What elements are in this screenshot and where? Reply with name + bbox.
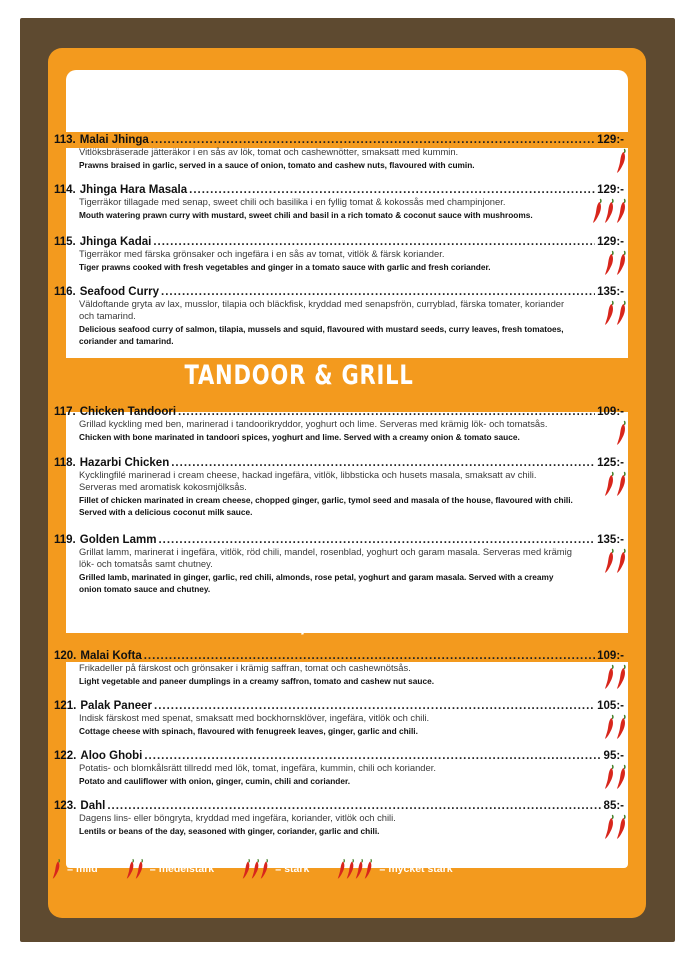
legend-item xyxy=(242,858,309,880)
menu-item-number: 118. xyxy=(54,457,76,469)
spice-level-indicator xyxy=(604,548,627,574)
menu-item xyxy=(54,800,634,837)
menu-item-description-english: Potato and cauliflower with onion, ginger, cumin, chili and coriander. xyxy=(79,776,351,786)
dot-leader xyxy=(158,534,595,546)
chili-pepper-icon xyxy=(616,148,627,174)
chili-pepper-icon xyxy=(616,420,627,446)
chili-pepper-icon xyxy=(355,858,364,880)
menu-item-description-swedish: Kycklingfilé marinerad i cream cheese, hackad ingefära, vitlök, libbsticka och husets masala, smaksatt av chili. Serveras med aromatisk kokosmjölksås. xyxy=(79,469,537,492)
spice-level-indicator xyxy=(604,471,627,497)
menu-item-description-swedish: Frikadeller på färskost och grönsaker i krämig saffran, tomat och cashewnötsås. xyxy=(79,662,411,673)
chili-pepper-icon xyxy=(52,858,61,880)
chili-pepper-icon xyxy=(126,858,135,880)
dot-leader xyxy=(161,286,595,298)
dot-leader xyxy=(178,406,595,418)
legend-label: = mild xyxy=(67,863,98,875)
menu-item-price: 105:- xyxy=(597,700,624,712)
chili-pepper-icon xyxy=(364,858,373,880)
menu-item-description-english: Light vegetable and paneer dumplings in a creamy saffron, tomato and cashew nut sauce. xyxy=(79,676,435,686)
menu-item-name: Seafood Curry xyxy=(79,286,159,298)
spice-legend xyxy=(52,858,481,880)
chili-pepper-icon xyxy=(337,858,346,880)
menu-item xyxy=(54,406,634,443)
legend-item xyxy=(126,858,215,880)
menu-item-price: 129:- xyxy=(597,184,624,196)
menu-item-description-swedish: Grillat lamm, marinerat i ingefära, vitlök, röd chili, mandel, rosenblad, yoghurt och garam masala. Serveras med krämig lök- och tomatsås samt chutney. xyxy=(79,546,572,569)
menu-item-number: 120. xyxy=(54,650,77,662)
menu-item-description-english: Tiger prawns cooked with fresh vegetables and ginger in a tomato sauce with garlic and fresh coriander. xyxy=(79,262,491,272)
menu-item-name: Hazarbi Chicken xyxy=(79,457,170,469)
dot-leader xyxy=(144,650,595,662)
menu-item-heading xyxy=(54,236,634,248)
menu-item-price: 85:- xyxy=(603,800,624,812)
menu-item xyxy=(54,750,634,787)
menu-item-description-english: Fillet of chicken marinated in cream cheese, chopped ginger, garlic, tymol seed and masala of the house, flavoured with chili. Served with a delicious coconut milk sauce. xyxy=(79,495,573,517)
menu-item xyxy=(54,134,634,171)
chili-pepper-icon xyxy=(604,664,615,690)
menu-item-price: 109:- xyxy=(597,650,624,662)
menu-item-price: 135:- xyxy=(597,534,624,546)
dot-leader xyxy=(144,750,601,762)
legend-item xyxy=(52,858,98,880)
chili-pepper-icon xyxy=(616,198,627,224)
spice-level-indicator xyxy=(592,198,627,224)
chili-pepper-icon xyxy=(604,250,615,276)
spice-level-indicator xyxy=(604,714,627,740)
menu-item-description-english: Grilled lamb, marinated in ginger, garlic, red chili, almonds, rose petal, yoghurt and garam masala. Served with a creamy onion tomato sauce and chutney. xyxy=(79,572,554,594)
chili-pepper-icon xyxy=(260,858,269,880)
chili-pepper-icon xyxy=(604,548,615,574)
menu-item-heading xyxy=(54,457,634,469)
menu-item-description-english: Mouth watering prawn curry with mustard, sweet chili and basil in a rich tomato & coconut sauce with mushrooms. xyxy=(79,210,533,220)
menu-item-price: 129:- xyxy=(597,134,624,146)
menu-item-description-swedish: Grillad kyckling med ben, marinerad i tandoorikryddor, yoghurt och lime. Serveras med krämig lök- och tomatsås. xyxy=(79,418,548,429)
menu-item xyxy=(54,650,634,687)
dot-leader xyxy=(189,184,595,196)
menu-item-price: 129:- xyxy=(597,236,624,248)
menu-item-number: 115. xyxy=(54,236,76,248)
chili-pepper-icon xyxy=(616,471,627,497)
dot-leader xyxy=(154,700,595,712)
menu-item xyxy=(54,286,634,347)
chili-pepper-icon xyxy=(616,764,627,790)
chili-pepper-icon xyxy=(616,250,627,276)
menu-item-name: Jhinga Hara Masala xyxy=(79,184,188,196)
menu-item-heading xyxy=(54,134,634,146)
menu-item-description-swedish: Vitlöksbräserade jätteräkor i en sås av lök, tomat och cashewnötter, smaksatt med kummin. xyxy=(79,146,459,157)
menu-item-description-swedish: Potatis- och blomkålsrätt tillredd med lök, tomat, ingefära, kummin, chili och koriander. xyxy=(79,762,436,773)
chili-pepper-icon xyxy=(242,858,251,880)
spice-level-indicator xyxy=(616,148,627,174)
menu-item-name: Golden Lamm xyxy=(79,534,157,546)
menu-item-name: Chicken Tandoori xyxy=(79,406,177,418)
menu-item-name: Dahl xyxy=(80,800,106,812)
menu-item-price: 125:- xyxy=(597,457,624,469)
menu-item-price: 95:- xyxy=(603,750,624,762)
chili-pepper-icon xyxy=(251,858,260,880)
menu-item-description-english: Chicken with bone marinated in tandoori spices, yoghurt and lime. Served with a creamy onion & tomato sauce. xyxy=(79,432,520,442)
menu-item-description-swedish: Indisk färskost med spenat, smaksatt med bockhornsklöver, ingefära, vitlök och chili. xyxy=(79,712,430,723)
menu-item-name: Jhinga Kadai xyxy=(79,236,152,248)
spice-level-indicator xyxy=(604,300,627,326)
menu-item-number: 116. xyxy=(54,286,76,298)
menu-item xyxy=(54,700,634,737)
dot-leader xyxy=(151,134,595,146)
menu-item-description-swedish: Tigerräkor tillagade med senap, sweet chili och basilika i en fyllig tomat & kokossås med champinjoner. xyxy=(79,196,506,207)
menu-item-description-swedish: Dagens lins- eller böngryta, kryddad med ingefära, koriander, vitlök och chili. xyxy=(79,812,396,823)
dot-leader xyxy=(153,236,595,248)
chili-pepper-icon xyxy=(616,664,627,690)
chili-pepper-icon xyxy=(346,858,355,880)
menu-item-number: 123. xyxy=(54,800,77,812)
section-title-seafood: FRÅN HAVET/SEAFOOD xyxy=(156,90,442,121)
menu-item-heading xyxy=(54,286,634,298)
menu-item-name: Malai Kofta xyxy=(80,650,142,662)
menu-item-description-english: Lentils or beans of the day, seasoned with ginger, coriander, garlic and chili. xyxy=(79,826,380,836)
chili-pepper-icon xyxy=(604,764,615,790)
menu-item-heading xyxy=(54,406,634,418)
menu-item-heading xyxy=(54,800,634,812)
section-box-tandoor xyxy=(66,412,628,633)
menu-item xyxy=(54,534,634,595)
chili-pepper-icon xyxy=(604,198,615,224)
menu-item xyxy=(54,457,634,518)
spice-level-indicator xyxy=(604,250,627,276)
menu-item-number: 117. xyxy=(54,406,76,418)
menu-item-number: 122. xyxy=(54,750,77,762)
section-title-tandoor: TANDOOR & GRILL xyxy=(184,360,414,391)
chili-pepper-icon xyxy=(616,714,627,740)
dot-leader xyxy=(171,457,595,469)
menu-item-name: Malai Jhinga xyxy=(79,134,149,146)
menu-item-heading xyxy=(54,650,634,662)
menu-item-description-english: Cottage cheese with spinach, flavoured with fenugreek leaves, ginger, garlic and chili. xyxy=(79,726,418,736)
chili-pepper-icon xyxy=(592,198,603,224)
menu-item-number: 113. xyxy=(54,134,76,146)
menu-item-price: 109:- xyxy=(597,406,624,418)
menu-item-description-swedish: Väldoftande gryta av lax, musslor, tilapia och bläckfisk, kryddad med senapsfrön, curryblad, färska tomater, koriander och tamarind. xyxy=(79,298,565,321)
menu-item-description-english: Prawns braised in garlic, served in a sauce of onion, tomato and cashew nuts, flavoured with cumin. xyxy=(79,160,475,170)
spice-level-indicator xyxy=(616,420,627,446)
chili-pepper-icon xyxy=(604,814,615,840)
menu-item-description-swedish: Tigerräkor med färska grönsaker och ingefära i en sås av tomat, vitlök & färsk koriander. xyxy=(79,248,445,259)
chili-pepper-icon xyxy=(604,714,615,740)
menu-item xyxy=(54,184,634,221)
spice-level-indicator xyxy=(604,764,627,790)
menu-item-number: 119. xyxy=(54,534,76,546)
chili-pepper-icon xyxy=(135,858,144,880)
legend-label: = stark xyxy=(275,863,310,875)
menu-item-heading xyxy=(54,184,634,196)
menu-item-heading xyxy=(54,700,634,712)
legend-label: = mycket stark xyxy=(379,863,453,875)
chili-pepper-icon xyxy=(604,471,615,497)
menu-item-heading xyxy=(54,750,634,762)
spice-level-indicator xyxy=(604,664,627,690)
chili-pepper-icon xyxy=(616,814,627,840)
menu-item-number: 114. xyxy=(54,184,76,196)
menu-item xyxy=(54,236,634,273)
menu-item-price: 135:- xyxy=(597,286,624,298)
legend-label: = medelstark xyxy=(149,863,215,875)
menu-item-name: Aloo Ghobi xyxy=(80,750,143,762)
chili-pepper-icon xyxy=(616,548,627,574)
menu-item-heading xyxy=(54,534,634,546)
menu-item-number: 121. xyxy=(54,700,77,712)
spice-level-indicator xyxy=(604,814,627,840)
chili-pepper-icon xyxy=(604,300,615,326)
menu-item-name: Palak Paneer xyxy=(80,700,152,712)
chili-pepper-icon xyxy=(616,300,627,326)
dot-leader xyxy=(107,800,601,812)
menu-item-description-english: Delicious seafood curry of salmon, tilapia, mussels and squid, flavoured with mustard seeds, curry leaves, fresh tomatoes, coriander and tamarind. xyxy=(79,324,564,346)
legend-item xyxy=(337,858,452,880)
section-title-vegetarian: VEGETARISKT/VEGETARIAN xyxy=(131,608,467,639)
